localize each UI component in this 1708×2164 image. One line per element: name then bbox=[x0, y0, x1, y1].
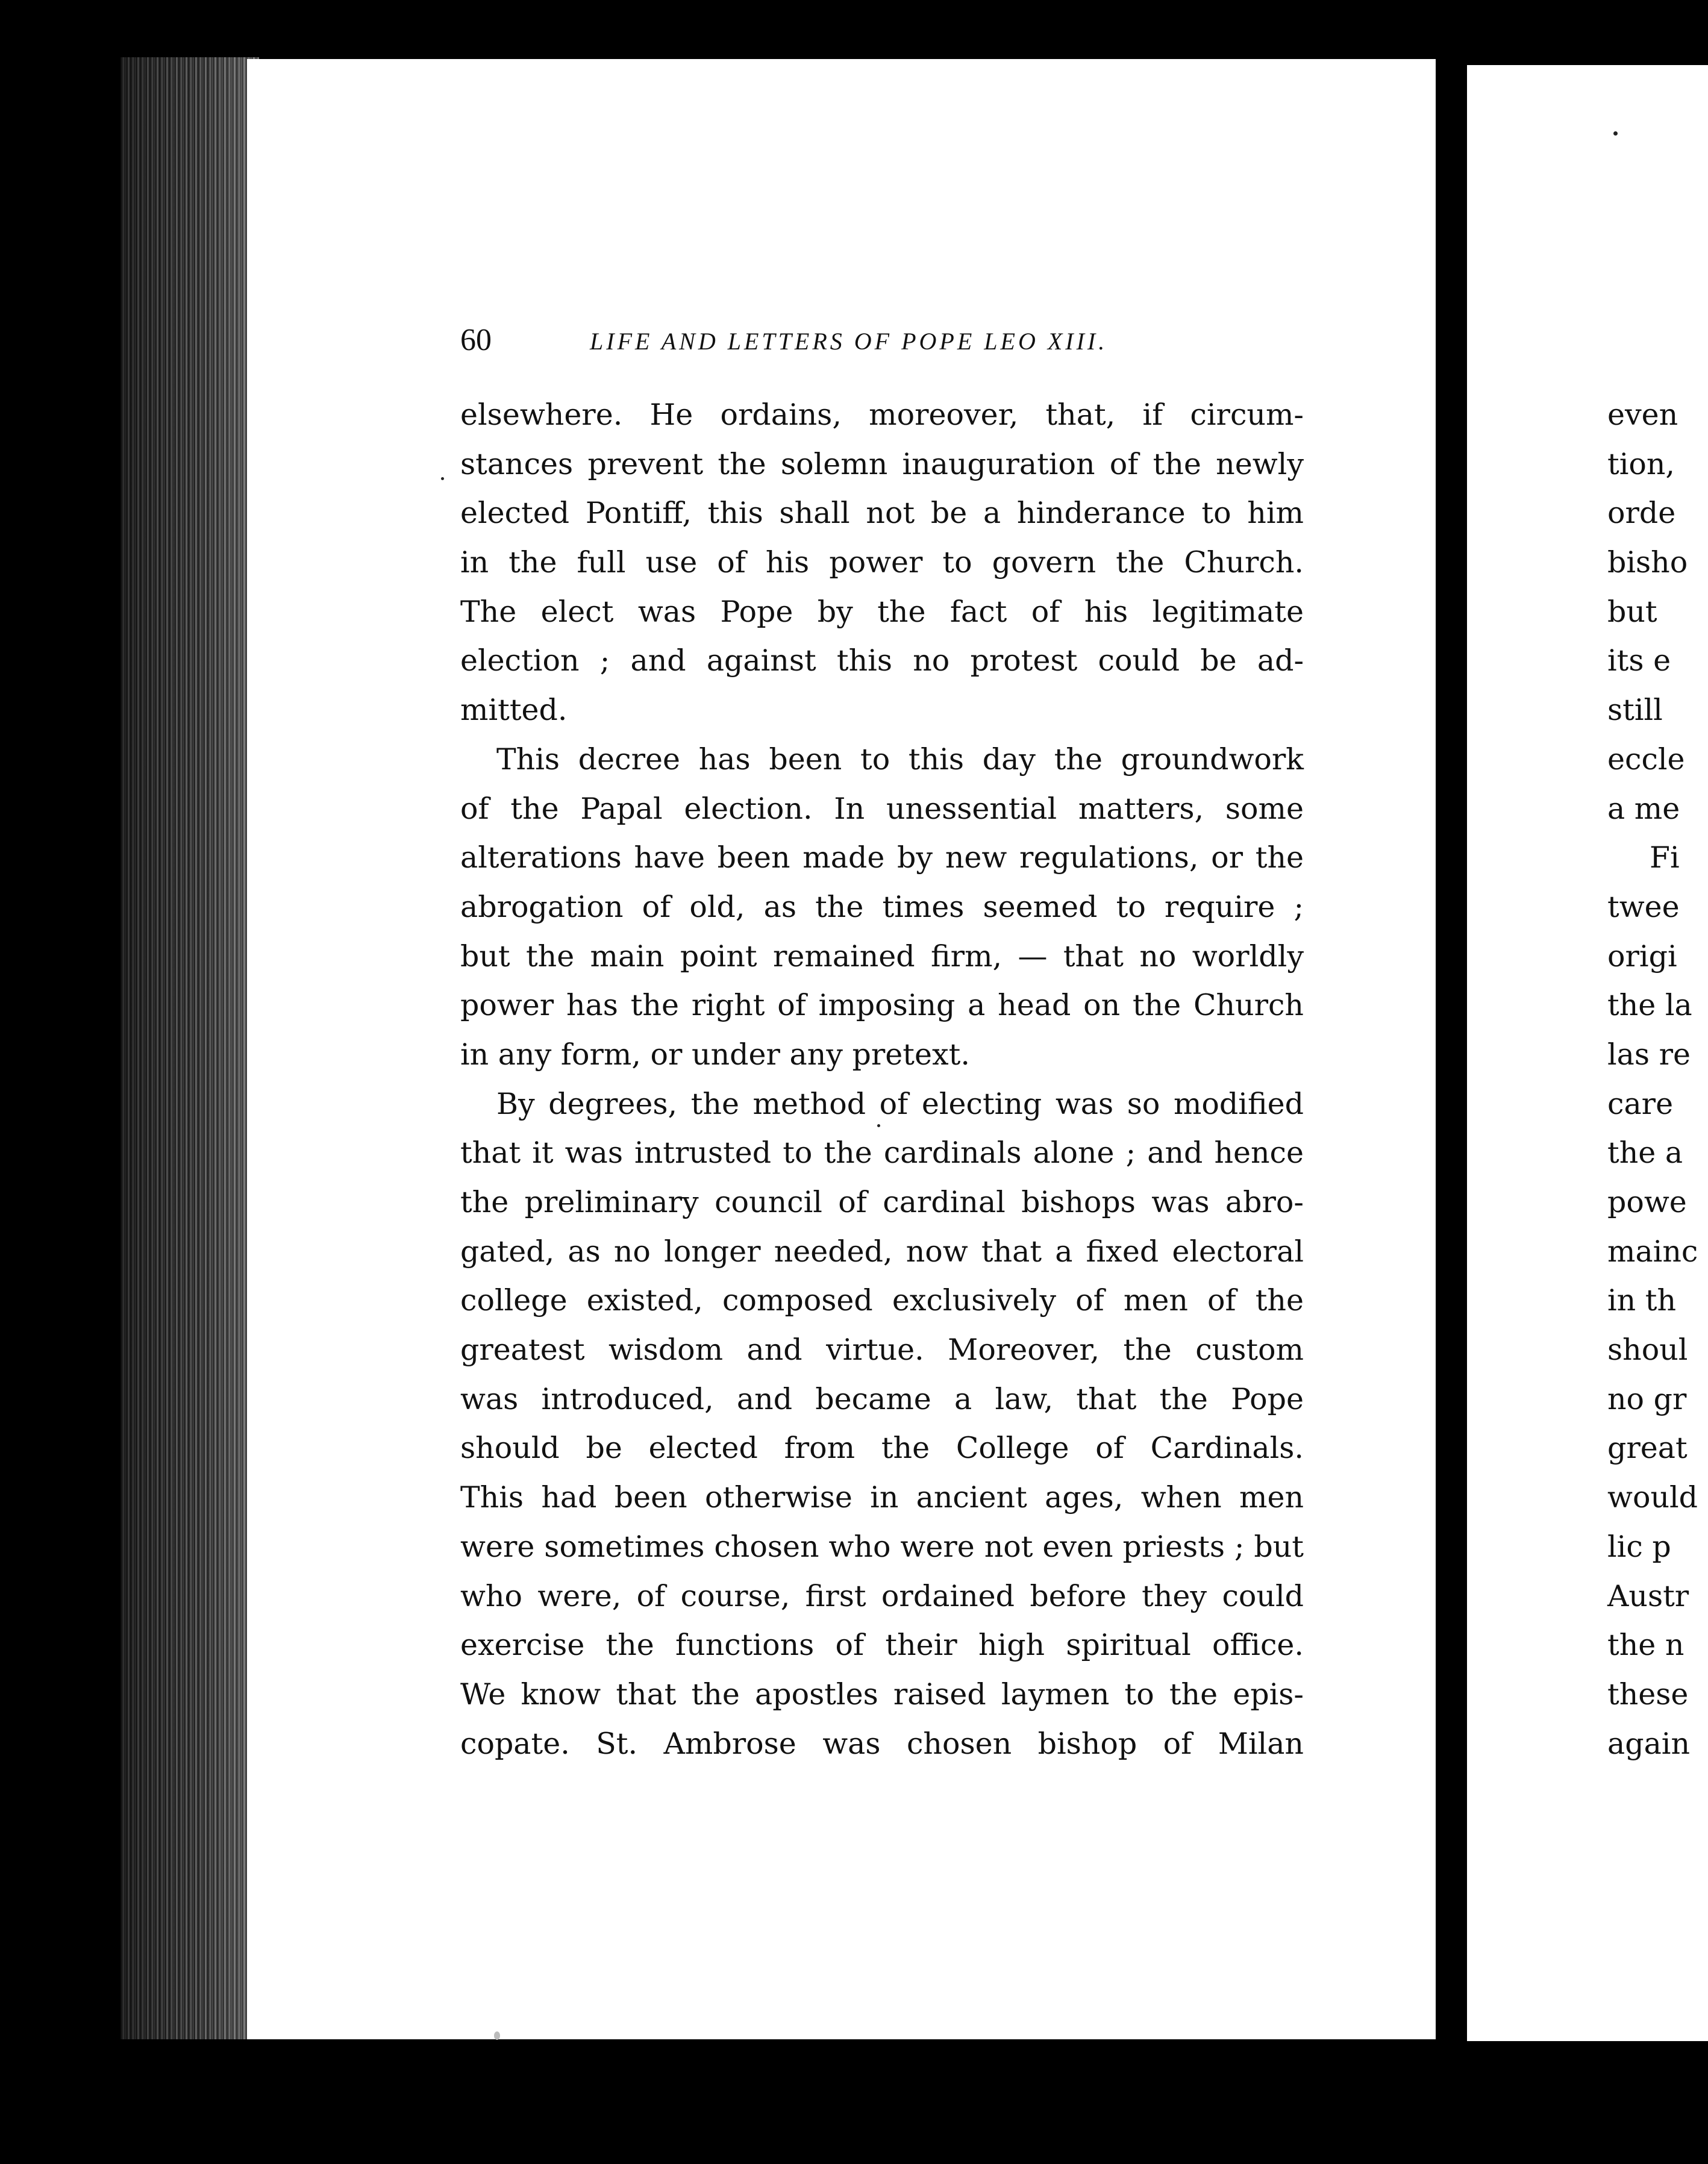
scan-speck bbox=[441, 477, 444, 480]
right-text-fragment: Fi bbox=[1650, 840, 1680, 875]
text-line: elsewhere. He ordains, moreover, that, if circum- bbox=[460, 398, 1304, 432]
right-text-fragment: a me bbox=[1607, 791, 1680, 826]
text-line: election ; and against this no protest could be ad- bbox=[460, 643, 1304, 678]
right-text-fragment: twee bbox=[1607, 889, 1680, 924]
scan-speck bbox=[877, 1124, 880, 1127]
text-line: in any form, or under any pretext. bbox=[460, 1037, 970, 1072]
text-line: gated, as no longer needed, now that a fixed electoral bbox=[460, 1234, 1304, 1269]
right-text-fragment: great bbox=[1607, 1431, 1688, 1466]
text-line: that it was intrusted to the cardinals alone ; and hence bbox=[460, 1136, 1304, 1171]
right-text-fragment: mainc bbox=[1607, 1234, 1698, 1269]
text-line: The elect was Pope by the fact of his legitimate bbox=[460, 594, 1304, 629]
running-head bbox=[460, 319, 1304, 361]
right-text-fragment: powe bbox=[1607, 1185, 1687, 1219]
text-line: alterations have been made by new regulations, or the bbox=[460, 840, 1304, 875]
right-text-fragment: lic p bbox=[1607, 1529, 1671, 1564]
right-text-fragment: shoul bbox=[1607, 1333, 1688, 1368]
right-text-fragment: tion, bbox=[1607, 446, 1675, 481]
scan-speck bbox=[494, 2031, 500, 2040]
text-line: were sometimes chosen who were not even priests ; but bbox=[460, 1529, 1304, 1564]
text-line: copate. St. Ambrose was chosen bishop of Milan bbox=[460, 1726, 1304, 1761]
page-number: 60 bbox=[460, 323, 492, 357]
text-line: abrogation of old, as the times seemed to require ; bbox=[460, 889, 1304, 924]
right-text-fragment: still bbox=[1607, 693, 1663, 728]
text-line: but the main point remained firm, — that no worldly bbox=[460, 939, 1304, 974]
text-line: We know that the apostles raised laymen to the epis- bbox=[460, 1677, 1304, 1712]
right-text-fragment: but bbox=[1607, 594, 1657, 629]
paragraph-start-line: This decree has been to this day the groundwork bbox=[496, 742, 1304, 777]
right-text-fragment: origi bbox=[1607, 939, 1677, 974]
text-line: was introduced, and became a law, that the Pope bbox=[460, 1381, 1304, 1416]
right-text-fragment: the la bbox=[1607, 988, 1692, 1023]
right-text-fragment: bisho bbox=[1607, 545, 1688, 580]
paragraph-start-line: By degrees, the method of electing was so modified bbox=[496, 1086, 1304, 1121]
text-line: mitted. bbox=[460, 693, 568, 728]
text-line: in the full use of his power to govern the Church. bbox=[460, 545, 1304, 580]
text-line: stances prevent the solemn inauguration of the newly bbox=[460, 446, 1304, 481]
right-text-fragment: these bbox=[1607, 1677, 1689, 1712]
text-line: power has the right of imposing a head on the Church bbox=[460, 988, 1304, 1023]
right-text-fragment: its e bbox=[1607, 643, 1671, 678]
text-line: exercise the functions of their high spiritual office. bbox=[460, 1628, 1304, 1663]
page-block-edge bbox=[120, 57, 259, 2039]
text-line: the preliminary council of cardinal bishops was abro- bbox=[460, 1185, 1304, 1219]
right-text-fragment: orde bbox=[1607, 496, 1676, 531]
text-line: This had been otherwise in ancient ages, when men bbox=[460, 1480, 1304, 1515]
right-text-fragment: in th bbox=[1607, 1283, 1677, 1318]
right-text-fragment: the a bbox=[1607, 1136, 1683, 1171]
text-line: elected Pontiff, this shall not be a hinderance to him bbox=[460, 496, 1304, 531]
right-text-fragment: no gr bbox=[1607, 1381, 1687, 1416]
page-gutter bbox=[1436, 42, 1467, 2091]
right-text-fragment: the n bbox=[1607, 1628, 1685, 1663]
right-text-fragment: again bbox=[1607, 1726, 1691, 1761]
text-line: greatest wisdom and virtue. Moreover, the custom bbox=[460, 1333, 1304, 1368]
right-text-fragment: even bbox=[1607, 398, 1678, 432]
body-text bbox=[460, 390, 1304, 1768]
right-text-fragment: las re bbox=[1607, 1037, 1691, 1072]
text-line: who were, of course, first ordained before they could bbox=[460, 1578, 1304, 1613]
scan-speck bbox=[1613, 131, 1618, 136]
right-text-fragment: eccle bbox=[1607, 742, 1685, 777]
right-text-fragment: Austr bbox=[1607, 1578, 1689, 1613]
text-line: should be elected from the College of Cardinals. bbox=[460, 1431, 1304, 1466]
text-line: college existed, composed exclusively of men of the bbox=[460, 1283, 1304, 1318]
text-line: of the Papal election. In unessential matters, some bbox=[460, 791, 1304, 826]
right-page-text-fragments bbox=[1607, 390, 1698, 1768]
right-text-fragment: care bbox=[1607, 1086, 1674, 1121]
running-title: LIFE AND LETTERS OF POPE LEO XIII. bbox=[590, 328, 1108, 355]
right-text-fragment: would bbox=[1607, 1480, 1698, 1515]
